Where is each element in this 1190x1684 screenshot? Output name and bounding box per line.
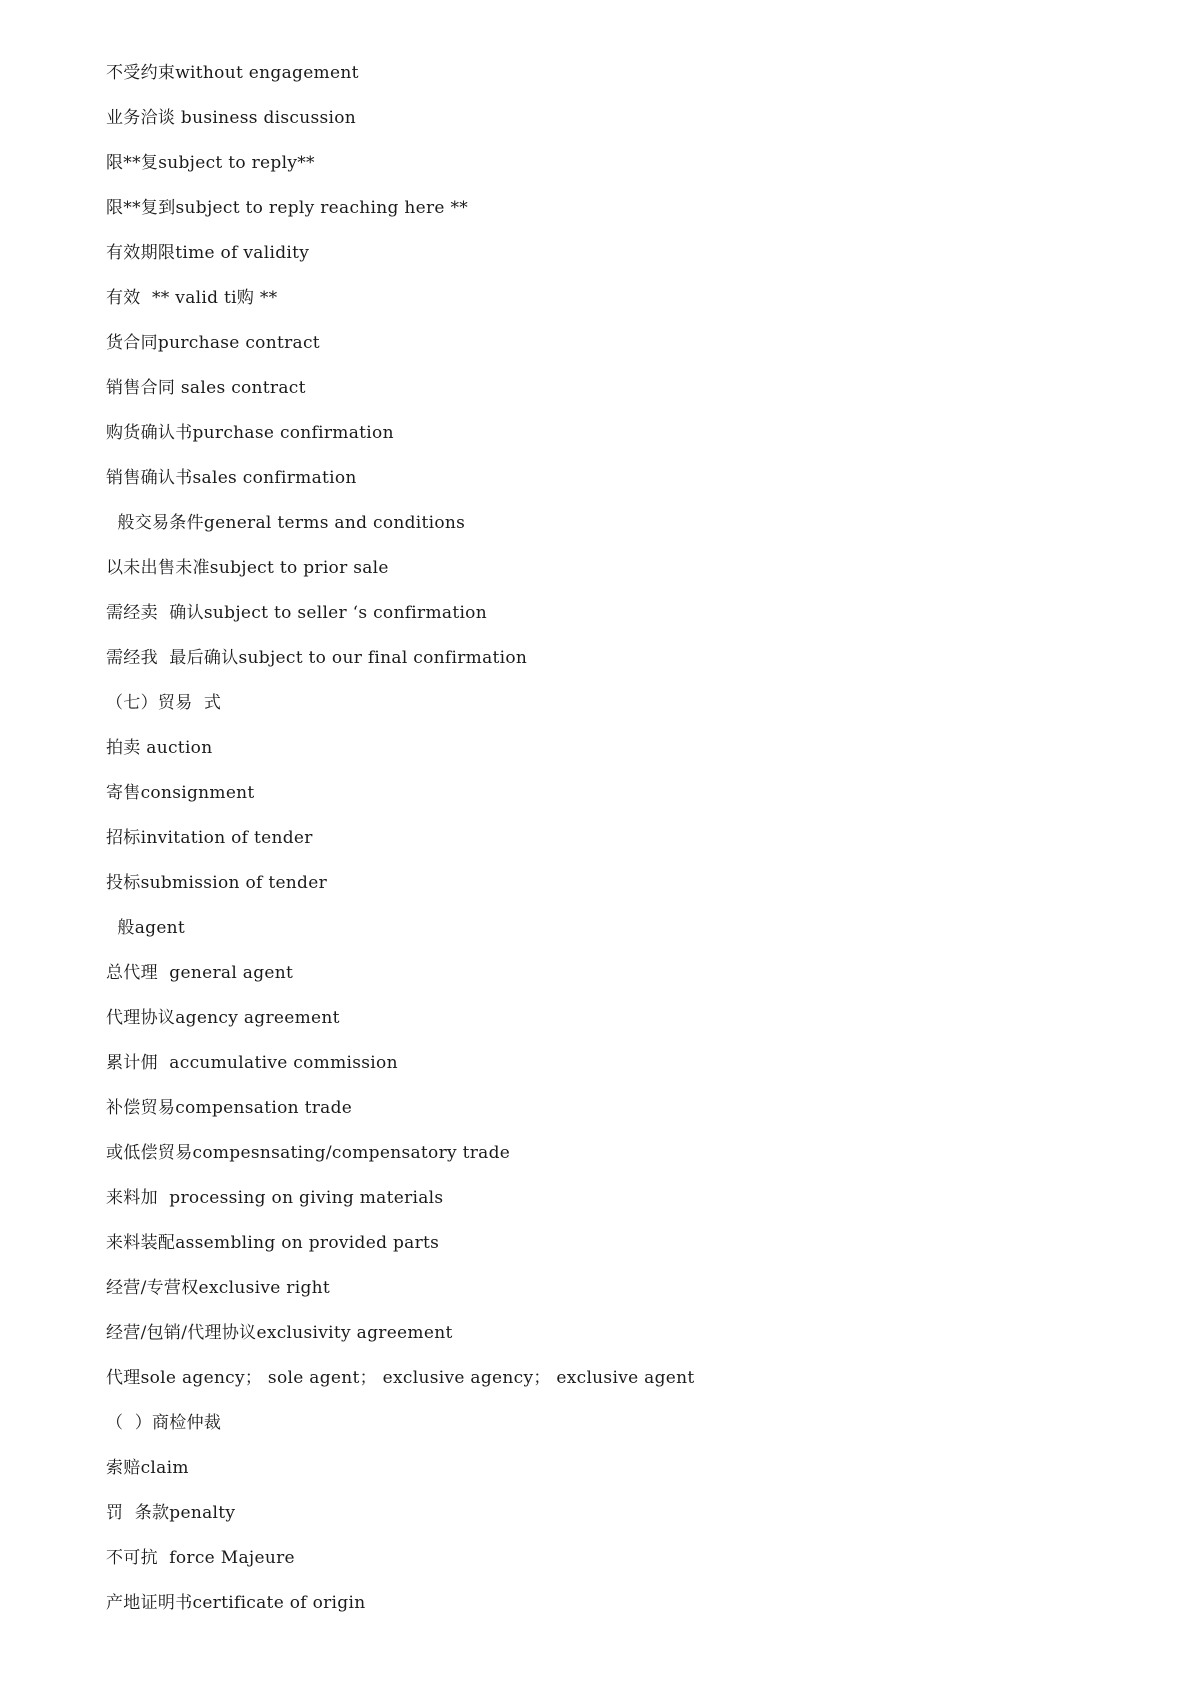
glossary-line: 代理sole agency； sole agent； exclusive agency； exclusive agent xyxy=(106,1368,695,1388)
glossary-line: 有效期限time of validity xyxy=(106,243,310,263)
glossary-line: 需经卖 确认subject to seller ‘s confirmation xyxy=(106,603,487,623)
glossary-line: 货合同purchase contract xyxy=(106,333,320,353)
glossary-line: 限**复subject to reply** xyxy=(106,153,315,173)
glossary-line: 投标submission of tender xyxy=(106,873,328,893)
glossary-line: 需经我 最后确认subject to our final confirmation xyxy=(106,648,528,668)
section-heading: （ ）商检仲裁 xyxy=(106,1413,222,1433)
glossary-line: 或低偿贸易compesnsating/compensatory trade xyxy=(106,1143,511,1163)
glossary-line: 般agent xyxy=(106,918,186,938)
glossary-line: 以未出售未准subject to prior sale xyxy=(106,558,389,578)
glossary-line: 销售确认书sales confirmation xyxy=(106,468,357,488)
glossary-line: 不受约束without engagement xyxy=(106,63,359,83)
glossary-list xyxy=(106,58,695,1633)
glossary-line: 业务洽谈 business discussion xyxy=(106,108,357,128)
glossary-line: 罚 条款penalty xyxy=(106,1503,236,1523)
glossary-line: 代理协议agency agreement xyxy=(106,1008,340,1028)
glossary-line: 般交易条件general terms and conditions xyxy=(106,513,466,533)
glossary-line: 经营/包销/代理协议exclusivity agreement xyxy=(106,1323,453,1343)
glossary-line: 总代理 general agent xyxy=(106,963,294,983)
glossary-line: 购货确认书purchase confirmation xyxy=(106,423,394,443)
glossary-line: 补偿贸易compensation trade xyxy=(106,1098,353,1118)
glossary-line: 经营/专营权exclusive right xyxy=(106,1278,331,1298)
glossary-line: 销售合同 sales contract xyxy=(106,378,306,398)
section-heading: （七）贸易 式 xyxy=(106,693,222,713)
glossary-line: 有效 ** valid ti购 ** xyxy=(106,288,278,308)
glossary-line: 不可抗 force Majeure xyxy=(106,1548,295,1568)
glossary-line: 招标invitation of tender xyxy=(106,828,313,848)
glossary-line: 累计佣 accumulative commission xyxy=(106,1053,398,1073)
glossary-line: 限**复到subject to reply reaching here ** xyxy=(106,198,469,218)
glossary-line: 索赔claim xyxy=(106,1458,189,1478)
glossary-line: 寄售consignment xyxy=(106,783,255,803)
glossary-line: 来料加 processing on giving materials xyxy=(106,1188,444,1208)
glossary-line: 拍卖 auction xyxy=(106,738,213,758)
glossary-line: 来料装配assembling on provided parts xyxy=(106,1233,440,1253)
glossary-line: 产地证明书certificate of origin xyxy=(106,1593,366,1613)
